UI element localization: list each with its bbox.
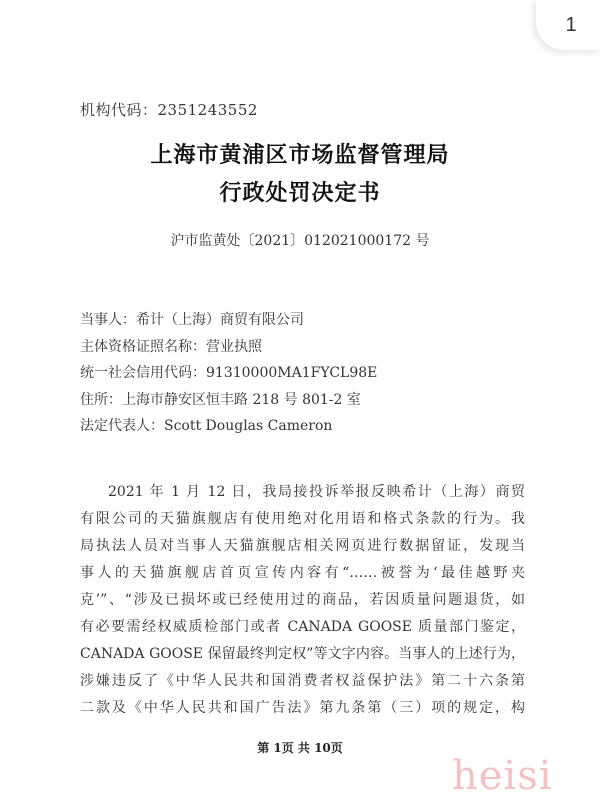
page-number-label: 1 <box>565 13 577 36</box>
body-line: 有限公司的天猫旗舰店有使用绝对化用语和格式条款的行为。我 <box>80 511 525 527</box>
body-line: 2021 年 1 月 12 日，我局接投诉举报反映希计（上海）商贸 <box>108 484 525 500</box>
body-line: CANADA GOOSE 保留最终判定权”等文字内容。当事人的上述行为， <box>80 646 525 662</box>
body-paragraph <box>80 479 525 722</box>
party-address: 住所：上海市静安区恒丰路 218 号 801-2 室 <box>80 391 361 408</box>
license-type: 主体资格证照名称：营业执照 <box>80 338 262 355</box>
body-line: 涉嫌违反了《中华人民共和国消费者权益保护法》第二十六条第 <box>80 673 525 689</box>
body-line: 有必要需经权威质检部门或者 CANADA GOOSE 质量部门鉴定， <box>80 619 525 635</box>
document-subtitle: 行政处罚决定书 <box>219 180 381 206</box>
body-line: 事人的天猫旗舰店首页宣传内容有“……被誉为‘最佳越野夹 <box>80 565 525 581</box>
body-line: 局执法人员对当事人天猫旗舰店相关网页进行数据留证，发现当 <box>80 538 525 554</box>
credit-code: 统一社会信用代码：91310000MA1FYCL98E <box>80 365 378 381</box>
document-number: 沪市监黄处〔2021〕012021000172 号 <box>170 233 430 249</box>
body-line: 克’”、“涉及已损坏或已经使用过的商品，若因质量问题退货，如 <box>80 592 525 608</box>
page-footer: 第 1页 共 10页 <box>257 741 343 755</box>
legal-representative: 法定代表人：Scott Douglas Cameron <box>80 418 333 434</box>
page-number-badge <box>536 0 600 50</box>
party-info <box>80 307 377 440</box>
org-code: 机构代码：2351243552 <box>80 101 258 119</box>
document-title: 上海市黄浦区市场监督管理局 <box>150 142 450 168</box>
watermark: heisi <box>452 753 553 799</box>
party-name: 当事人：希计（上海）商贸有限公司 <box>80 312 304 328</box>
body-line: 二款及《中华人民共和国广告法》第九条第（三）项的规定，构 <box>80 700 525 716</box>
